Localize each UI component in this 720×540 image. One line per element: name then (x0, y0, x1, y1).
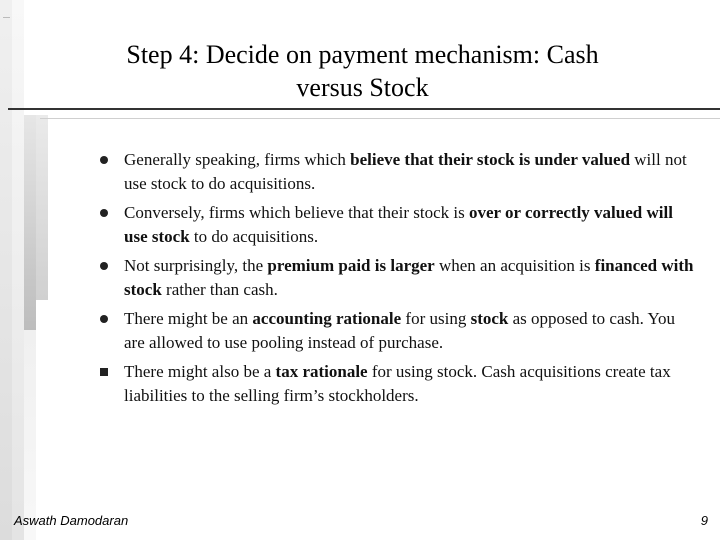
bullet-text: There might also be a (124, 362, 276, 381)
bullet-list (100, 148, 700, 413)
slide-title-line-1: Step 4: Decide on payment mechanism: Cash (126, 40, 599, 69)
round-bullet-icon (100, 209, 108, 217)
title-divider-shadow (40, 118, 720, 119)
bullet-text: There might be an (124, 309, 253, 328)
bullet-text: Not surprisingly, the (124, 256, 268, 275)
bullet-text: for using (401, 309, 471, 328)
round-bullet-icon (100, 315, 108, 323)
bullet-text: to do acquisitions. (189, 227, 319, 246)
bullet-text: will not use stock to do acquisitions. (124, 150, 687, 193)
left-decor-bar-1 (0, 0, 12, 540)
footer-author: Aswath Damodaran (14, 513, 129, 528)
left-decor-bar-4 (36, 115, 48, 300)
bullet-text: when an acquisition is (434, 256, 595, 275)
bullet-text: Generally speaking, firms which (124, 150, 351, 169)
bullet-text: for using stock. Cash acquisitions create tax liabilities to the selling firm’s stockholders. (124, 362, 671, 405)
corner-mark (3, 17, 10, 18)
page-number: 9 (700, 513, 708, 528)
bullet-text-bold: premium paid is larger (267, 256, 435, 275)
left-decor-bar-2 (12, 0, 24, 540)
left-decor-bar-5 (24, 330, 36, 540)
slide-title-line-2: versus Stock (296, 73, 429, 102)
bullet-text-bold: accounting rationale (252, 309, 402, 328)
square-bullet-icon (100, 368, 108, 376)
bullet-item (100, 201, 700, 249)
bullet-text: as opposed to cash. You are allowed to use pooling instead of purchase. (124, 309, 676, 352)
bullet-item (100, 307, 700, 355)
bullet-item (100, 254, 700, 302)
bullet-text-bold: stock (470, 309, 509, 328)
bullet-text: rather than cash. (161, 280, 278, 299)
bullet-text-bold: financed with stock (124, 256, 694, 299)
left-decor-bar-3 (24, 115, 36, 330)
slide-title (60, 38, 665, 104)
bullet-text-bold: over or correctly valued will use stock (124, 203, 673, 246)
bullet-text: Conversely, firms which believe that their stock is (124, 203, 469, 222)
bullet-item (100, 360, 700, 408)
round-bullet-icon (100, 262, 108, 270)
round-bullet-icon (100, 156, 108, 164)
bullet-item (100, 148, 700, 196)
title-divider (8, 108, 720, 110)
bullet-text-bold: believe that their stock is under valued (350, 150, 631, 169)
bullet-text-bold: tax rationale (275, 362, 368, 381)
